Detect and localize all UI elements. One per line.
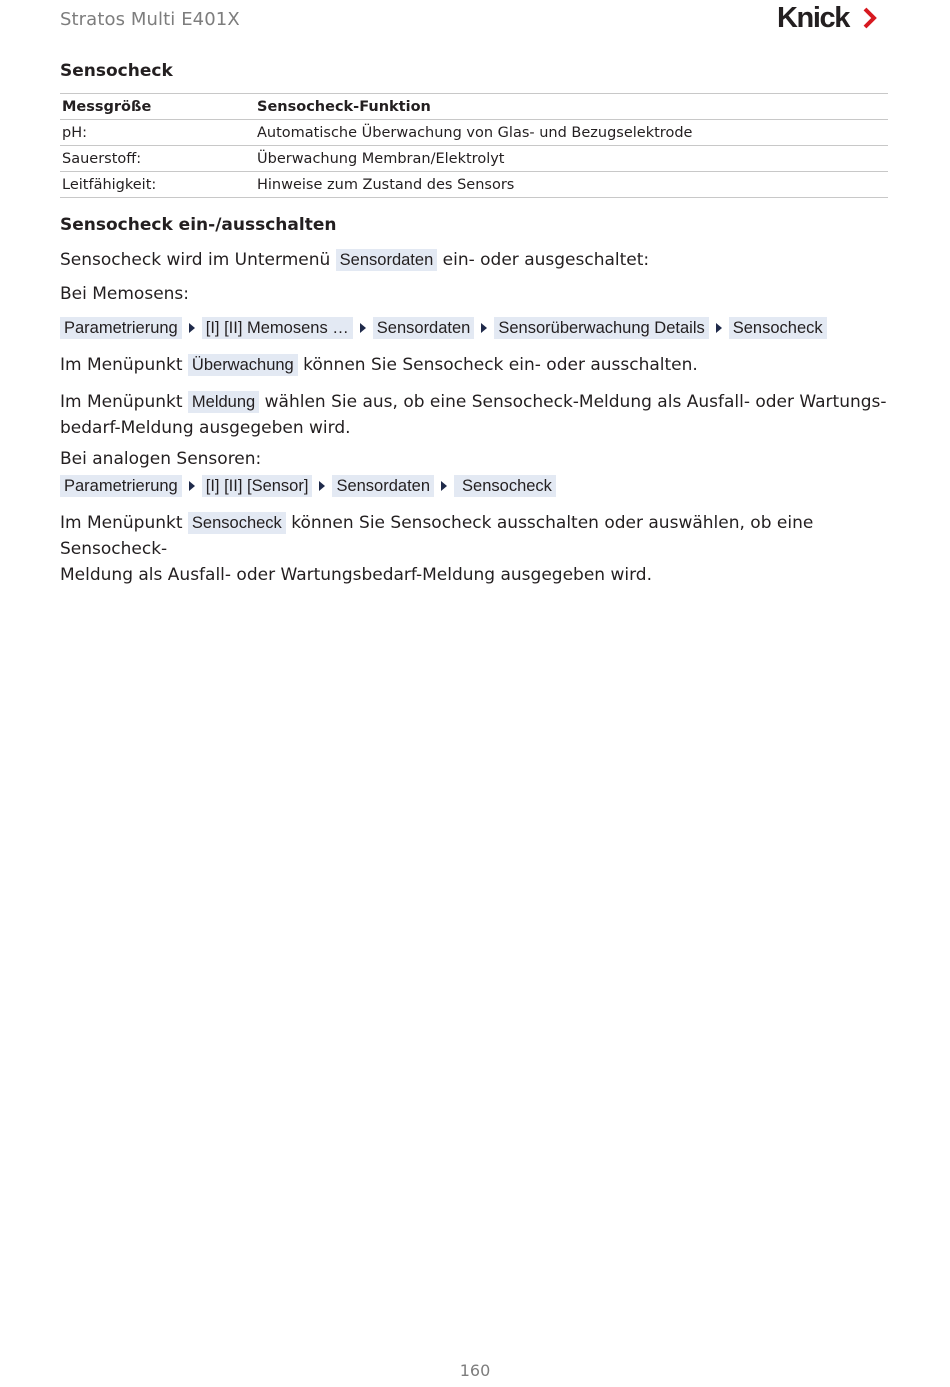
table-cell: Sauerstoff: bbox=[60, 146, 255, 172]
table-cell: Hinweise zum Zustand des Sensors bbox=[255, 172, 888, 198]
menu-path-item: [I] [II] Memosens … bbox=[202, 317, 353, 339]
analog-label: Bei analogen Sensoren: bbox=[60, 449, 262, 469]
table-header-row bbox=[60, 94, 888, 120]
knick-logo bbox=[777, 2, 877, 34]
logo-text: Knick bbox=[777, 1, 849, 34]
arrow-right-icon bbox=[319, 481, 325, 491]
text: Meldung als Ausfall- oder Wartungsbedarf-Meldung ausgegeben wird. bbox=[60, 565, 652, 585]
menu-path-item: Parametrierung bbox=[60, 475, 182, 497]
table-cell: Leitfähigkeit: bbox=[60, 172, 255, 198]
menu-chip-ueberwachung: Überwachung bbox=[188, 354, 298, 376]
arrow-right-icon bbox=[189, 323, 195, 333]
menu-path-item: Sensorüberwachung Details bbox=[494, 317, 708, 339]
page-number: 160 bbox=[459, 1361, 491, 1380]
memosens-menu-path bbox=[60, 317, 827, 339]
menu-chip-sensocheck: Sensocheck bbox=[188, 512, 286, 534]
menu-path-item: Sensordaten bbox=[332, 475, 434, 497]
document-title: Stratos Multi E401X bbox=[60, 9, 240, 30]
paragraph-submenu bbox=[60, 247, 890, 273]
chevron-right-icon bbox=[863, 7, 877, 29]
arrow-right-icon bbox=[189, 481, 195, 491]
table-row bbox=[60, 146, 888, 172]
text: Im Menüpunkt bbox=[60, 392, 183, 412]
text: Sensocheck wird im Untermenü bbox=[60, 250, 331, 270]
menu-chip-meldung: Meldung bbox=[188, 391, 259, 413]
table-cell: Überwachung Membran/Elektrolyt bbox=[255, 146, 888, 172]
memosens-label: Bei Memosens: bbox=[60, 284, 190, 304]
arrow-right-icon bbox=[481, 323, 487, 333]
paragraph-meldung bbox=[60, 389, 890, 441]
section-title-enable-disable: Sensocheck ein-/ausschalten bbox=[60, 215, 337, 235]
menu-path-item: Parametrierung bbox=[60, 317, 182, 339]
arrow-right-icon bbox=[716, 323, 722, 333]
text: bedarf-Meldung ausgegeben wird. bbox=[60, 418, 351, 438]
menu-chip-sensordaten: Sensordaten bbox=[336, 249, 438, 271]
analog-menu-path bbox=[60, 475, 556, 497]
arrow-right-icon bbox=[360, 323, 366, 333]
menu-path-item: [I] [II] [Sensor] bbox=[202, 475, 313, 497]
column-header: Sensocheck-Funktion bbox=[255, 94, 888, 120]
table-cell: Automatische Überwachung von Glas- und Bezugselektrode bbox=[255, 120, 888, 146]
text: wählen Sie aus, ob eine Sensocheck-Meldung als Ausfall- oder Wartungs- bbox=[264, 392, 887, 412]
menu-path-item: Sensordaten bbox=[373, 317, 475, 339]
column-header: Messgröße bbox=[60, 94, 255, 120]
arrow-right-icon bbox=[441, 481, 447, 491]
section-title-sensocheck: Sensocheck bbox=[60, 61, 173, 81]
table-cell: pH: bbox=[60, 120, 255, 146]
menu-path-item: Sensocheck bbox=[454, 475, 556, 497]
menu-path-item: Sensocheck bbox=[729, 317, 827, 339]
table-row bbox=[60, 172, 888, 198]
sensocheck-table bbox=[60, 93, 888, 198]
text: Im Menüpunkt bbox=[60, 513, 183, 533]
table-row bbox=[60, 120, 888, 146]
text: Im Menüpunkt bbox=[60, 355, 183, 375]
paragraph-sensocheck-option bbox=[60, 510, 890, 588]
text: können Sie Sensocheck ein- oder ausschalten. bbox=[303, 355, 698, 375]
text: können Sie Sensocheck ausschalten oder auswählen, ob eine Sensocheck- bbox=[60, 513, 814, 559]
paragraph-ueberwachung bbox=[60, 352, 890, 378]
text: ein- oder ausgeschaltet: bbox=[442, 250, 650, 270]
